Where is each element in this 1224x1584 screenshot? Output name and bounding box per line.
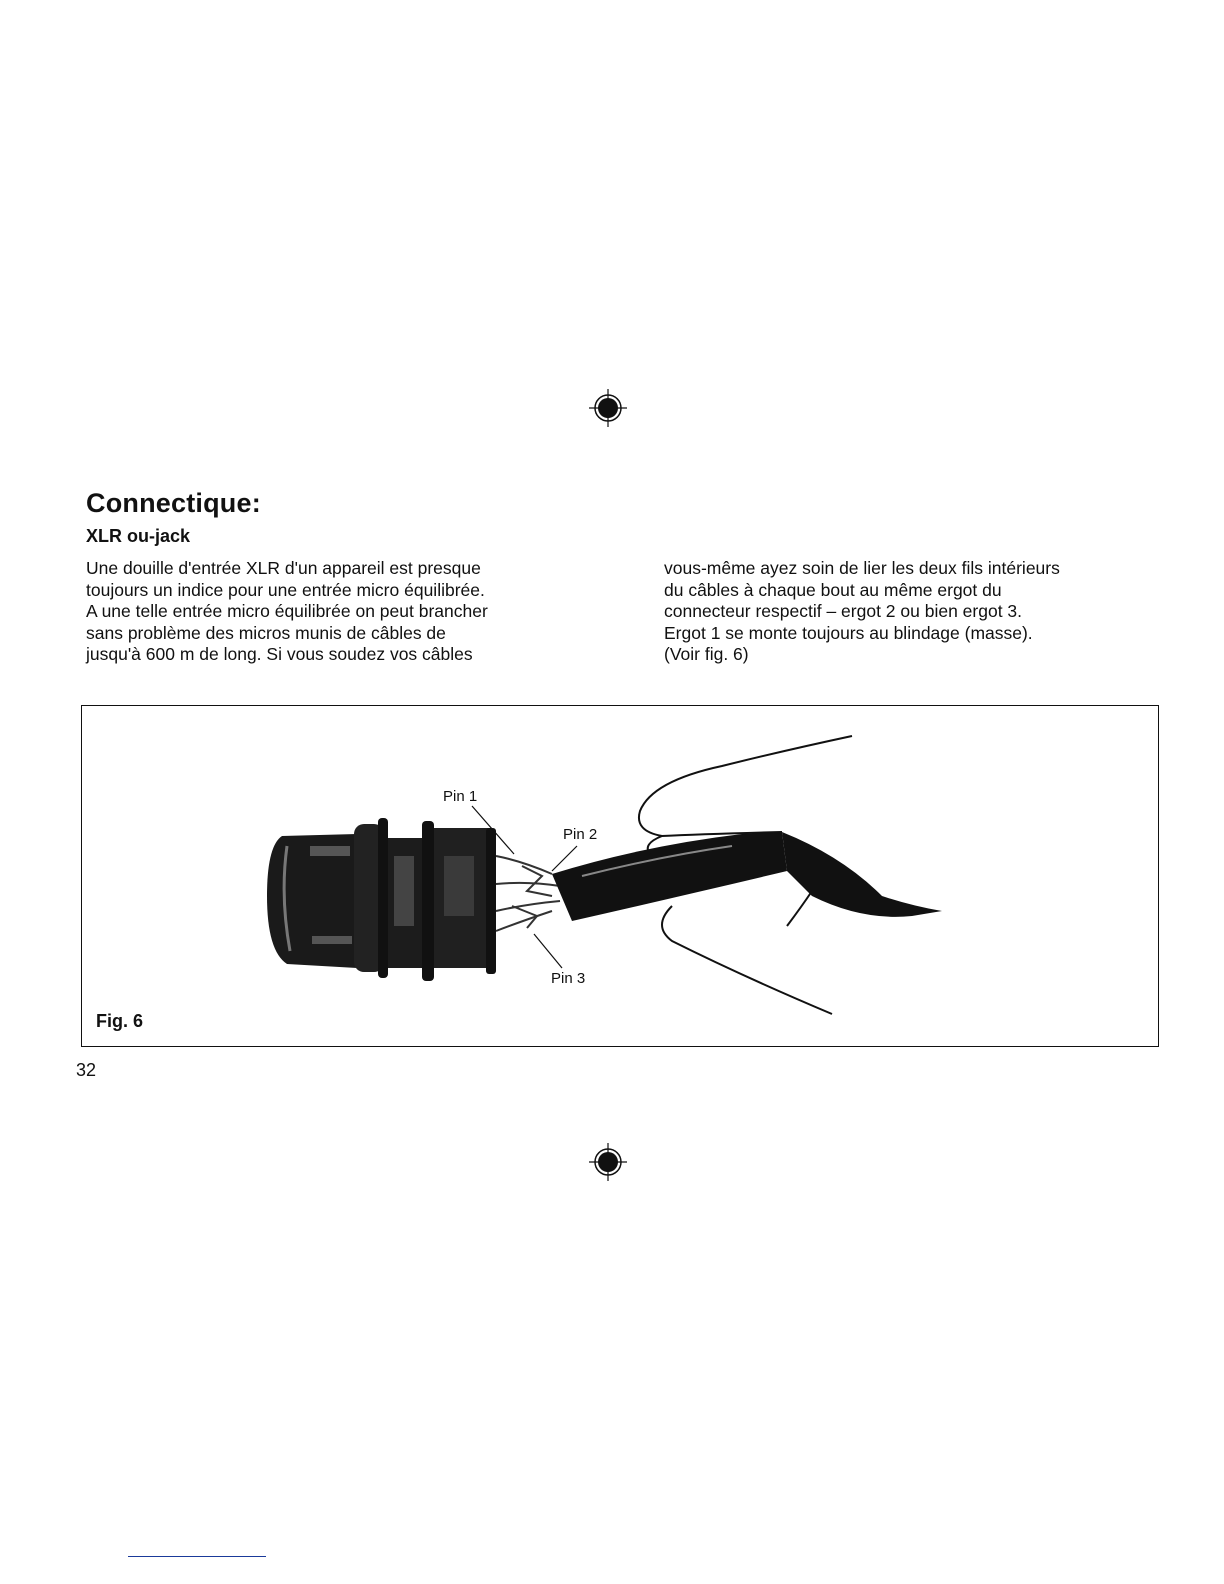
solder-wires — [496, 856, 560, 931]
figure-caption: Fig. 6 — [96, 1011, 144, 1031]
pin-2-label: Pin 2 — [563, 826, 598, 843]
footer-rule — [128, 1556, 266, 1557]
registration-crosshair-icon — [589, 389, 627, 427]
xlr-connector-body — [267, 818, 496, 981]
body-line: (Voir fig. 6) — [664, 644, 749, 664]
xlr-connector-illustration — [82, 706, 1157, 1045]
body-line: jusqu'à 600 m de long. Si vous soudez vos câbles — [86, 644, 473, 664]
page-number: 32 — [76, 1060, 97, 1080]
body-line: du câbles à chaque bout au même ergot du — [664, 579, 1002, 600]
body-line: sans problème des micros munis de câbles de — [86, 622, 446, 643]
finger-outline — [662, 891, 832, 1014]
body-line: vous-même ayez soin de lier les deux fils intérieurs — [664, 558, 1060, 578]
body-line: Une douille d'entrée XLR d'un appareil est presque — [86, 558, 481, 578]
registration-crosshair-icon — [589, 1143, 627, 1181]
body-line: connecteur respectif – ergot 2 ou bien ergot 3. — [664, 601, 1023, 621]
body-column-right — [664, 558, 1164, 666]
body-line: toujours un indice pour une entrée micro équilibrée. — [86, 579, 485, 600]
section-subtitle: XLR ou-jack — [86, 526, 191, 546]
cable — [552, 832, 942, 921]
pin-1-label: Pin 1 — [443, 788, 478, 805]
figure-frame — [81, 705, 1159, 1047]
pin-3-label: Pin 3 — [551, 970, 586, 987]
body-line: Ergot 1 se monte toujours au blindage (masse). — [664, 622, 1033, 643]
body-line: A une telle entrée micro équilibrée on peut brancher — [86, 601, 488, 621]
body-column-left — [86, 558, 606, 666]
section-title: Connectique: — [86, 488, 261, 518]
